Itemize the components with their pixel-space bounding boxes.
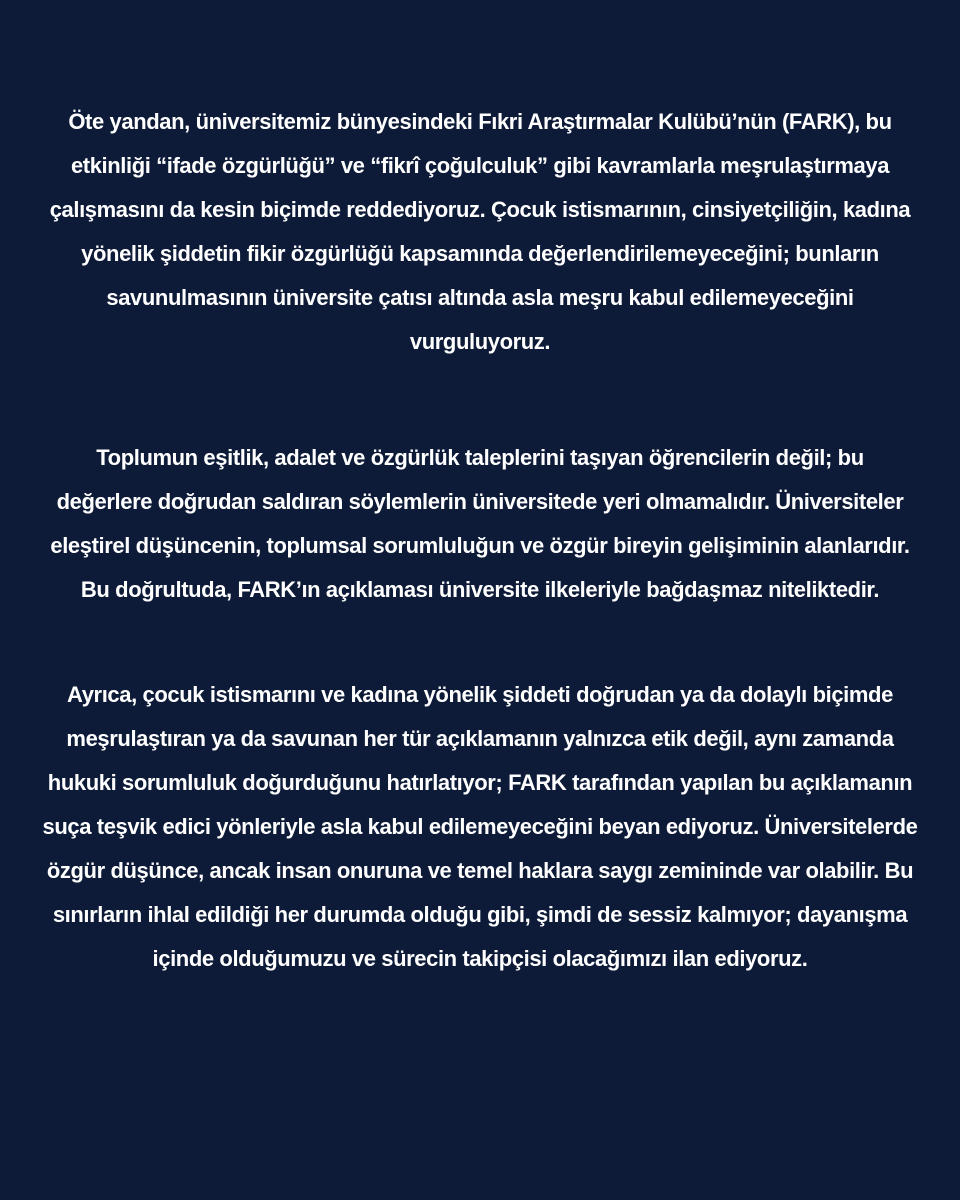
- text-line: meşrulaştıran ya da savunan her tür açıklamanın yalnızca etik değil, aynı zamanda: [66, 726, 894, 751]
- text-line: savunulmasının üniversite çatısı altında asla meşru kabul edilemeyeceğini: [106, 285, 854, 310]
- text-line: hukuki sorumluluk doğurduğunu hatırlatıyor; FARK tarafından yapılan bu açıklamanın: [47, 770, 913, 795]
- text-line: yönelik şiddetin fikir özgürlüğü kapsamında değerlendirilemeyeceğini; bunların: [81, 241, 879, 266]
- text-line: içinde olduğumuzu ve sürecin takipçisi olacağımızı ilan ediyoruz.: [152, 946, 808, 971]
- text-line: etkinliği “ifade özgürlüğü” ve “fikrî çoğulculuk” gibi kavramlarla meşrulaştırmaya: [70, 153, 890, 178]
- text-line: Ayrıca, çocuk istismarını ve kadına yönelik şiddeti doğrudan ya da dolaylı biçimde: [67, 682, 893, 707]
- paragraph-university-values: [40, 436, 920, 612]
- text-line: sınırların ihlal edildiği her durumda olduğu gibi, şimdi de sessiz kalmıyor; dayanışma: [52, 902, 908, 927]
- text-line: Öte yandan, üniversitemiz bünyesindeki Fıkri Araştırmalar Kulübü’nün (FARK), bu: [68, 109, 892, 134]
- text-line: özgür düşünce, ancak insan onuruna ve temel haklara saygı zemininde var olabilir. Bu: [46, 858, 914, 883]
- paragraph-legal-responsibility: [40, 673, 920, 981]
- text-line: Bu doğrultuda, FARK’ın açıklaması üniversite ilkeleriyle bağdaşmaz niteliktedir.: [80, 577, 880, 602]
- text-line: vurguluyoruz.: [409, 329, 551, 354]
- text-line: çalışmasını da kesin biçimde reddediyoruz. Çocuk istismarının, cinsiyetçiliğin, kadına: [49, 197, 911, 222]
- text-line: Toplumun eşitlik, adalet ve özgürlük taleplerini taşıyan öğrencilerin değil; bu: [96, 445, 864, 470]
- text-line: değerlere doğrudan saldıran söylemlerin üniversitede yeri olmamalıdır. Üniversiteler: [56, 489, 904, 514]
- text-line: eleştirel düşüncenin, toplumsal sorumluluğun ve özgür bireyin gelişiminin alanlarıdır.: [50, 533, 910, 558]
- paragraph-rejection: [40, 100, 920, 364]
- text-line: suça teşvik edici yönleriyle asla kabul edilemeyeceğini beyan ediyoruz. Üniversitelerde: [42, 814, 918, 839]
